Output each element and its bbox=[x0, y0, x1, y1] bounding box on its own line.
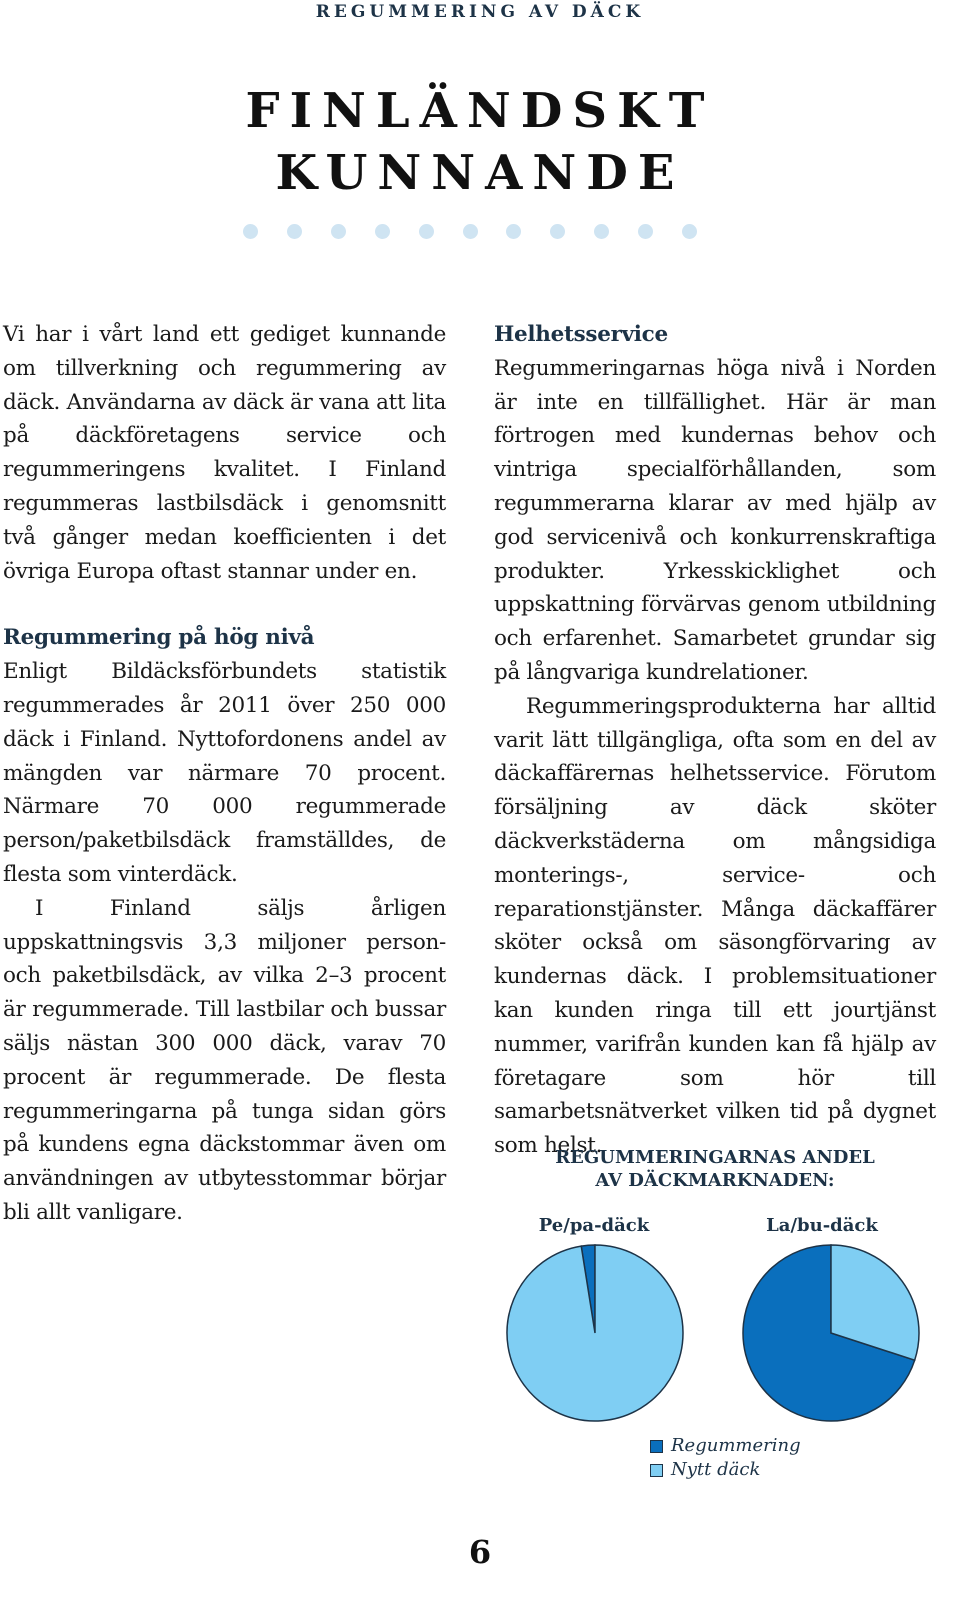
pie-slice-nytt-dack bbox=[507, 1245, 683, 1421]
page-title bbox=[0, 80, 960, 204]
page-title-line2: KUNNANDE bbox=[275, 145, 685, 201]
legend-swatch-regummering bbox=[650, 1440, 663, 1453]
decorative-dot bbox=[375, 224, 390, 239]
legend-label: Nytt däck bbox=[671, 1459, 761, 1480]
right-column bbox=[494, 318, 936, 1163]
body-paragraph: Regummeringsprodukterna har alltid varit lätt tillgängliga, ofta som en del av däckaffärernas helhetsservice. Förutom försäljning av däck sköter däckverkstäderna om mångsidiga monterings-, service- och reparationstjänster. Många däckaffärer sköter också om säsongförvaring av kundernas däck. I problemsituationer kan kunden ringa till ett jourtjänst nummer, varifrån kunden kan få hjälp av företagare som hör till samarbetsnätverket vilken tid på dygnet som helst. bbox=[494, 693, 936, 1159]
decorative-dot bbox=[638, 224, 653, 239]
body-paragraph: Enligt Bildäcksförbundets statistik regummerades år 2011 över 250 000 däck i Finland. Nyttofordonens andel av mängden var närmare 70 procent. Närmare 70 000 regummerade person/paketbilsdäck framställdes, de flesta som vinterdäck. bbox=[3, 659, 446, 887]
section-heading-regummering: Regummering på hög nivå bbox=[3, 625, 315, 651]
intro-paragraph: Vi har i vårt land ett gediget kunnande om tillverkning och regummering av däck. Användarna av däck är vana att lita på däckföretagens service och regummeringens kvalitet. I Finland regummeras lastbilsdäck i genomsnitt två gånger medan koefficienten i det övriga Europa oftast stannar under en. bbox=[3, 322, 446, 584]
legend-swatch-nytt-dack bbox=[650, 1464, 663, 1477]
decorative-dot bbox=[331, 224, 346, 239]
pie-label-pe-pa: Pe/pa-däck bbox=[538, 1215, 650, 1236]
chart-title-line2: AV DÄCKMARKNADEN: bbox=[595, 1170, 835, 1191]
decorative-dot bbox=[287, 224, 302, 239]
decorative-dot bbox=[594, 224, 609, 239]
decorative-dot bbox=[243, 224, 258, 239]
body-paragraph: Regummeringarnas höga nivå i Norden är inte en tillfällighet. Här är man förtrogen med kundernas behov och vintriga specialförhållanden, som regummerarna klarar av med hjälp av god servicenivå och konkurrenskraftiga produkter. Yrkesskicklighet och uppskattning förvärvas genom utbildning och erfarenhet. Samarbetet grundar sig på långvariga kundrelationer. bbox=[494, 355, 936, 685]
pie-label-la-bu: La/bu-däck bbox=[766, 1215, 878, 1236]
page-number: 6 bbox=[468, 1533, 492, 1571]
chart-title bbox=[494, 1146, 936, 1192]
decorative-dot bbox=[463, 224, 478, 239]
chart-title-line1: REGUMMERINGARNAS ANDEL bbox=[555, 1147, 875, 1168]
page-title-line1: FINLÄNDSKT bbox=[245, 83, 715, 139]
body-paragraph: I Finland säljs årligen uppskattningsvis 3,3 miljoner person- och paketbilsdäck, av vilka 2–3 procent är regummerade. Till lastbilar och bussar säljs nästan 300 000 däck, varav 70 procent är regummerade. De flesta regummeringarna på tunga sidan görs på kundens egna däckstommar även om användningen av utbytesstommar börjar bli allt vanligare. bbox=[3, 895, 446, 1225]
legend-item-nytt-dack bbox=[650, 1458, 801, 1482]
left-column bbox=[3, 318, 446, 1230]
pie-slices bbox=[507, 1245, 683, 1421]
legend-item-regummering bbox=[650, 1434, 801, 1458]
decorative-dot bbox=[506, 224, 521, 239]
pie-chart-la-bu bbox=[740, 1242, 922, 1424]
decorative-dot bbox=[550, 224, 565, 239]
pie-chart-pe-pa bbox=[504, 1242, 686, 1424]
legend-label: Regummering bbox=[671, 1435, 801, 1456]
decorative-dot bbox=[419, 224, 434, 239]
decorative-dot bbox=[682, 224, 697, 239]
section-heading-helhetsservice: Helhetsservice bbox=[494, 322, 668, 347]
chart-legend bbox=[650, 1434, 801, 1482]
running-header: REGUMMERING AV DÄCK bbox=[315, 2, 645, 22]
pie-slices bbox=[743, 1245, 919, 1421]
decorative-dot-row bbox=[243, 224, 705, 240]
